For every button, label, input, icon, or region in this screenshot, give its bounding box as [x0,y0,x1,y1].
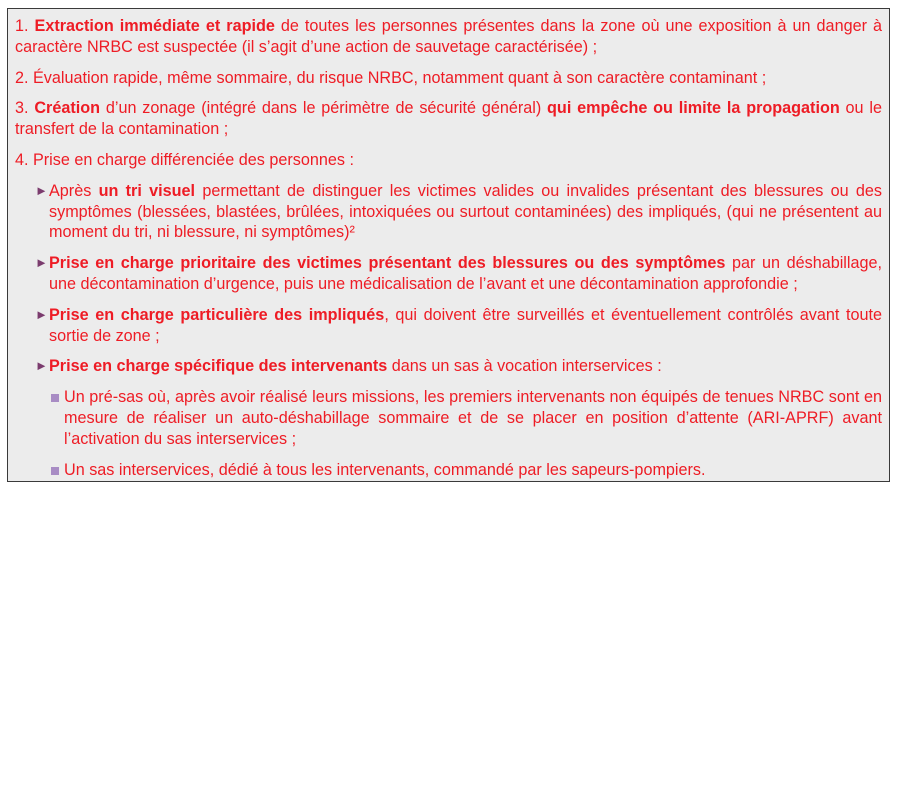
subitem-intervenants [15,356,882,377]
item-2: 2. Évaluation rapide, même sommaire, du risque NRBC, notamment quant à son caractère contaminant ; [15,68,767,87]
arrow-bullet-icon: ► [35,255,48,271]
subitem-tri-visuel-pre: Après [49,181,99,200]
subitem-tri-visuel [15,181,882,243]
arrow-bullet-icon: ► [35,358,48,374]
item-1-number: 1. [15,17,35,35]
subitem-tri-visuel-bold: un tri visuel [98,181,196,200]
procedure-text-box [7,8,890,482]
subsubitem-pre-sas-text: Un pré-sas où, après avoir réalisé leurs missions, les premiers intervenants non équipés de tenues NRBC sont en mesure de réaliser un auto-déshabillage sommaire et de se placer en position d’attente (ARI-APRF) avant l’activation du sas interservices ; [64,388,882,448]
subitem-impliques [15,305,882,347]
subitem-prioritaire [15,253,882,295]
subitem-prioritaire-bold: Prise en charge prioritaire des victimes présentant des blessures ou des symptômes [49,254,726,273]
arrow-bullet-icon: ► [35,182,48,198]
subitem-intervenants-text: dans un sas à vocation interservices : [387,357,662,376]
item-1-bold: Extraction immédiate et rapide [34,17,275,35]
subitem-intervenants-bold: Prise en charge spécifique des intervenants [49,357,388,376]
item-3-number: 3. [15,99,35,118]
square-bullet-icon [51,394,59,402]
item-4: 4. Prise en charge différenciée des personnes : [15,150,354,169]
subsubitem-pre-sas [15,387,882,449]
subitem-impliques-text: , qui doivent être surveillés et éventuellement contrôlés avant toute sortie de zone ; [49,305,883,345]
subitem-impliques-bold: Prise en charge particulière des impliqués [49,305,385,324]
square-bullet-icon [51,467,59,475]
item-3-text: ou le transfert de la contamination ; [15,99,882,139]
item-1-text: de toutes les personnes présentes dans la zone où une exposition à un danger à caractère NRBC est suspectée (il s’agit d’une action de sauvetage caractérisée) ; [15,17,883,56]
subitem-tri-visuel-text: permettant de distinguer les victimes valides ou invalides présentant des blessures ou des symptômes (blessées, blastées, brûlées, intoxiquées ou surtout contaminées) des impliqués, (qui ne présentent au moment du tri, ni blessure, ni symptômes)² [49,181,882,242]
arrow-bullet-icon: ► [35,306,48,322]
subsubitem-sas-interservices [15,460,882,481]
subsubitem-sas-interservices-text: Un sas interservices, dédié à tous les intervenants, commandé par les sapeurs-pompiers. [64,460,706,479]
item-3-bold-2: qui empêche ou limite la propagation [547,99,840,118]
subitem-prioritaire-text: par un déshabillage, une décontamination d’urgence, puis une médicalisation de l’avant et une décontamination approfondie ; [49,254,882,293]
item-3-text-mid: d’un zonage (intégré dans le périmètre de sécurité général) [100,99,548,118]
item-1 [15,16,882,58]
item-3-bold-1: Création [34,99,101,118]
item-3 [15,98,882,140]
